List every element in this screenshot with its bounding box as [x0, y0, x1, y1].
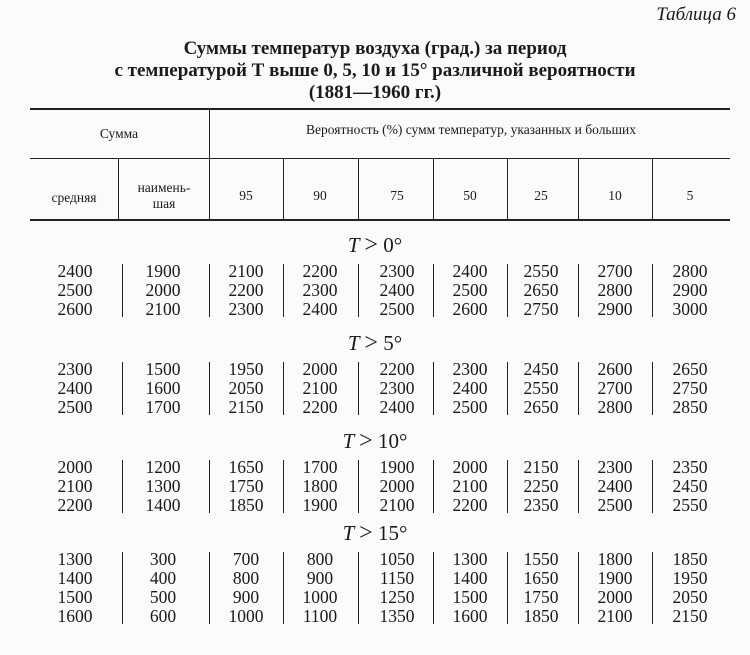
header-sum-mean: средняя — [51, 190, 97, 205]
table-cell: 1900 — [302, 495, 338, 515]
table-cell: 2400 — [452, 378, 488, 398]
header-probability-75: 75 — [390, 188, 404, 203]
table-cell: 2000 — [379, 476, 415, 496]
table-cell: 2200 — [57, 495, 93, 515]
table-cell: 1900 — [145, 261, 181, 281]
column-separator — [652, 362, 653, 415]
header-mid-rule — [30, 158, 210, 159]
table-cell: 2500 — [452, 397, 488, 417]
header-column-divider — [652, 159, 653, 219]
column-separator — [652, 264, 653, 317]
table-cell: 900 — [306, 568, 334, 588]
table-cell: 1950 — [228, 359, 264, 379]
table-cell: 1900 — [597, 568, 633, 588]
table-cell: 2050 — [672, 587, 708, 607]
table-cell: 2750 — [523, 299, 559, 319]
table-cell: 2400 — [379, 280, 415, 300]
table-cell: 1850 — [523, 606, 559, 626]
column-separator — [358, 264, 359, 317]
table-cell: 2450 — [523, 359, 559, 379]
table-cell: 1500 — [57, 587, 93, 607]
table-cell: 2650 — [523, 397, 559, 417]
column-separator — [209, 264, 210, 317]
table-cell: 2600 — [57, 299, 93, 319]
section-variable: T — [342, 521, 360, 545]
table-cell: 800 — [232, 568, 260, 588]
table-cell: 2300 — [379, 378, 415, 398]
column-separator — [578, 362, 579, 415]
table-cell: 2850 — [672, 397, 708, 417]
header-column-divider — [283, 159, 284, 219]
table-cell: 2300 — [57, 359, 93, 379]
table-cell: 1050 — [379, 549, 415, 569]
table-cell: 1000 — [302, 587, 338, 607]
column-separator — [283, 460, 284, 513]
section-operator: > — [359, 428, 373, 454]
column-separator — [358, 460, 359, 513]
table-cell: 2600 — [597, 359, 633, 379]
table-cell: 2350 — [523, 495, 559, 515]
section-title — [0, 428, 750, 455]
table-cell: 2500 — [597, 495, 633, 515]
table-cell: 1400 — [57, 568, 93, 588]
header-probability-25: 25 — [534, 188, 548, 203]
section-title — [0, 330, 750, 357]
table-cell: 2200 — [228, 280, 264, 300]
table-cell: 1400 — [452, 568, 488, 588]
table-cell: 2450 — [672, 476, 708, 496]
table-cell: 2550 — [523, 378, 559, 398]
column-separator — [578, 460, 579, 513]
table-cell: 2600 — [452, 299, 488, 319]
header-probability-50: 50 — [463, 188, 477, 203]
table-cell: 600 — [149, 606, 177, 626]
header-probability-group: Вероятность (%) сумм температур, указанных и больших — [306, 122, 636, 137]
column-separator — [209, 460, 210, 513]
table-cell: 1350 — [379, 606, 415, 626]
header-probability-5: 5 — [686, 188, 694, 203]
section-variable: T — [347, 331, 365, 355]
table-cell: 2150 — [672, 606, 708, 626]
table-cell: 2500 — [57, 397, 93, 417]
header-sum-min-line2: шая — [152, 196, 176, 211]
table-cell: 300 — [149, 549, 177, 569]
table-cell: 1300 — [452, 549, 488, 569]
table-cell: 2700 — [597, 261, 633, 281]
table-cell: 1400 — [145, 495, 181, 515]
table-cell: 1750 — [228, 476, 264, 496]
header-column-divider — [507, 159, 508, 219]
table-title — [0, 38, 750, 104]
title-line-1: Суммы температур воздуха (град.) за период — [183, 38, 567, 59]
table-cell: 1150 — [379, 568, 415, 588]
column-separator — [122, 552, 123, 624]
header-probability-90: 90 — [313, 188, 327, 203]
column-separator — [652, 460, 653, 513]
table-cell: 1300 — [145, 476, 181, 496]
table-cell: 2650 — [523, 280, 559, 300]
table-cell: 2000 — [57, 457, 93, 477]
table-cell: 2100 — [379, 495, 415, 515]
table-cell: 2800 — [597, 280, 633, 300]
header-bottom-rule — [30, 219, 730, 221]
column-separator — [507, 362, 508, 415]
header-column-divider — [433, 159, 434, 219]
table-cell: 2000 — [145, 280, 181, 300]
table-cell: 2550 — [523, 261, 559, 281]
column-separator — [433, 460, 434, 513]
section-threshold: 15° — [372, 521, 408, 545]
table-cell: 2200 — [302, 397, 338, 417]
table-cell: 1500 — [452, 587, 488, 607]
table-cell: 2400 — [452, 261, 488, 281]
table-cell: 1300 — [57, 549, 93, 569]
table-cell: 2400 — [379, 397, 415, 417]
table-cell: 2100 — [597, 606, 633, 626]
table-cell: 2200 — [452, 495, 488, 515]
title-line-3: (1881—1960 гг.) — [308, 82, 442, 103]
table-cell: 2000 — [452, 457, 488, 477]
table-cell: 2100 — [57, 476, 93, 496]
table-cell: 2200 — [379, 359, 415, 379]
header-sum-min — [120, 180, 208, 212]
table-cell: 800 — [306, 549, 334, 569]
table-cell: 2100 — [145, 299, 181, 319]
table-cell: 1000 — [228, 606, 264, 626]
section-title — [0, 520, 750, 547]
table-cell: 2400 — [57, 261, 93, 281]
table-cell: 1750 — [523, 587, 559, 607]
table-cell: 1700 — [302, 457, 338, 477]
header-column-divider — [578, 159, 579, 219]
table-cell: 2000 — [597, 587, 633, 607]
table-cell: 2500 — [57, 280, 93, 300]
table-cell: 1550 — [523, 549, 559, 569]
header-sum-group: Сумма — [99, 126, 139, 141]
table-cell: 700 — [232, 549, 260, 569]
section-operator: > — [364, 330, 378, 356]
table-cell: 2800 — [597, 397, 633, 417]
table-cell: 2150 — [228, 397, 264, 417]
table-cell: 2200 — [302, 261, 338, 281]
table-cell: 2100 — [228, 261, 264, 281]
section-operator: > — [359, 520, 373, 546]
table-cell: 1250 — [379, 587, 415, 607]
table-cell: 2300 — [302, 280, 338, 300]
header-top-rule — [30, 108, 730, 110]
table-cell: 1850 — [672, 549, 708, 569]
table-cell: 2300 — [452, 359, 488, 379]
table-cell: 2000 — [302, 359, 338, 379]
header-probability-95: 95 — [239, 188, 253, 203]
section-variable: T — [342, 429, 360, 453]
section-operator: > — [364, 232, 378, 258]
column-separator — [122, 460, 123, 513]
header-column-divider — [358, 159, 359, 219]
section-title — [0, 232, 750, 259]
section-threshold: 5° — [377, 331, 403, 355]
table-cell: 2300 — [597, 457, 633, 477]
column-separator — [358, 552, 359, 624]
column-separator — [209, 362, 210, 415]
table-cell: 1600 — [452, 606, 488, 626]
table-cell: 2900 — [672, 280, 708, 300]
table-cell: 1800 — [302, 476, 338, 496]
table-cell: 1200 — [145, 457, 181, 477]
table-cell: 2650 — [672, 359, 708, 379]
column-separator — [578, 552, 579, 624]
table-cell: 2550 — [672, 495, 708, 515]
table-cell: 2900 — [597, 299, 633, 319]
column-separator — [283, 362, 284, 415]
column-separator — [283, 552, 284, 624]
table-cell: 2400 — [302, 299, 338, 319]
table-cell: 3000 — [672, 299, 708, 319]
table-cell: 2750 — [672, 378, 708, 398]
table-cell: 1950 — [672, 568, 708, 588]
table-cell: 1100 — [302, 606, 338, 626]
table-cell: 400 — [149, 568, 177, 588]
table-cell: 2700 — [597, 378, 633, 398]
table-cell: 500 — [149, 587, 177, 607]
table-cell: 2100 — [302, 378, 338, 398]
column-separator — [507, 552, 508, 624]
table-number-label: Таблица 6 — [656, 4, 736, 25]
section-threshold: 10° — [372, 429, 408, 453]
table-cell: 2150 — [523, 457, 559, 477]
table-cell: 1500 — [145, 359, 181, 379]
table-cell: 1650 — [523, 568, 559, 588]
column-separator — [433, 552, 434, 624]
column-separator — [507, 460, 508, 513]
section-variable: T — [347, 233, 365, 257]
column-separator — [433, 264, 434, 317]
table-cell: 900 — [232, 587, 260, 607]
table-cell: 2250 — [523, 476, 559, 496]
table-cell: 1850 — [228, 495, 264, 515]
table-cell: 1600 — [57, 606, 93, 626]
section-threshold: 0° — [377, 233, 403, 257]
table-cell: 1900 — [379, 457, 415, 477]
title-line-2: с температурой Т выше 0, 5, 10 и 15° различной вероятности — [114, 60, 636, 81]
table-cell: 1700 — [145, 397, 181, 417]
column-separator — [209, 552, 210, 624]
header-divider-sum-inner — [118, 159, 119, 219]
table-cell: 2100 — [452, 476, 488, 496]
column-separator — [578, 264, 579, 317]
column-separator — [507, 264, 508, 317]
table-cell: 1800 — [597, 549, 633, 569]
column-separator — [122, 264, 123, 317]
column-separator — [283, 264, 284, 317]
column-separator — [433, 362, 434, 415]
table-cell: 1600 — [145, 378, 181, 398]
table-cell: 2050 — [228, 378, 264, 398]
table-cell: 2500 — [379, 299, 415, 319]
column-separator — [358, 362, 359, 415]
table-cell: 1650 — [228, 457, 264, 477]
table-cell: 2400 — [597, 476, 633, 496]
header-sum-min-line1: наимень- — [137, 180, 191, 195]
table-cell: 2300 — [228, 299, 264, 319]
column-separator — [122, 362, 123, 415]
header-probability-10: 10 — [608, 188, 622, 203]
table-cell: 2500 — [452, 280, 488, 300]
table-cell: 2300 — [379, 261, 415, 281]
table-cell: 2350 — [672, 457, 708, 477]
column-separator — [652, 552, 653, 624]
table-cell: 2800 — [672, 261, 708, 281]
table-cell: 2400 — [57, 378, 93, 398]
